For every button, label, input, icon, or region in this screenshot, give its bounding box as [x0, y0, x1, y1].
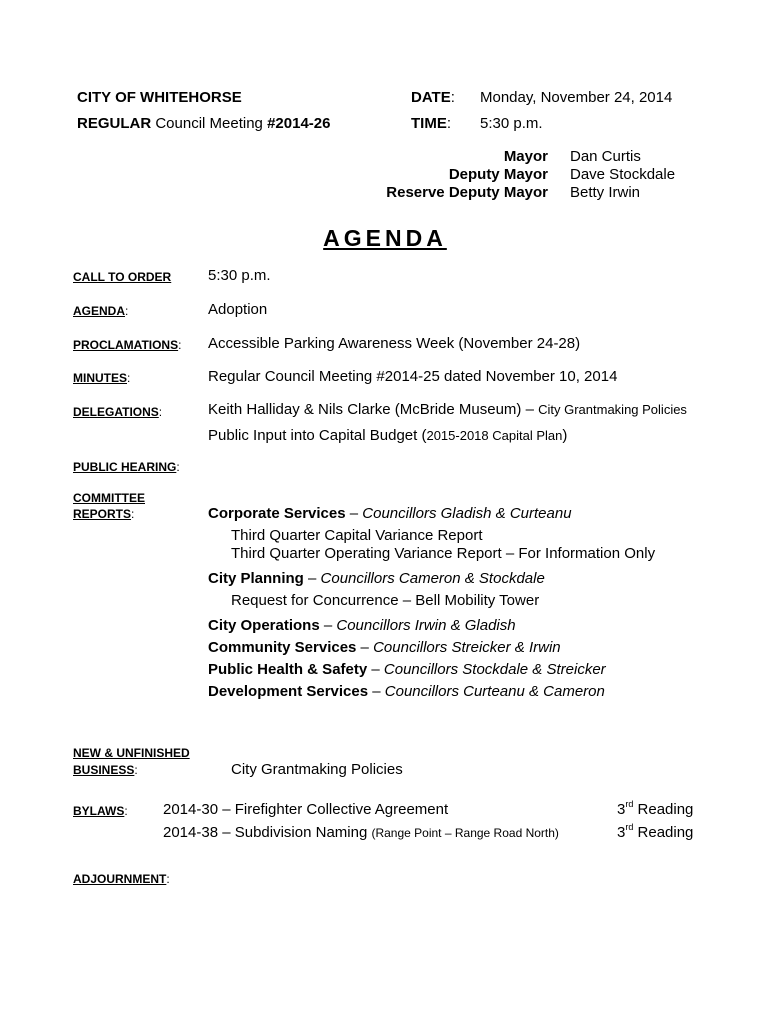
official-role-deputy: Deputy Mayor [448, 166, 548, 183]
proclamations-label-text: PROCLAMATIONS [73, 338, 179, 352]
proclamations-label [73, 338, 181, 352]
date-label [411, 89, 455, 106]
time-colon: : [446, 115, 452, 132]
minutes-label-text: MINUTES [73, 371, 127, 385]
committee-report-item: Third Quarter Capital Variance Report [231, 527, 483, 544]
committee-councillors: Councillors Streicker & Irwin [373, 639, 561, 656]
official-role-reserve: Reserve Deputy Mayor [386, 184, 548, 201]
proclamations-colon: : [178, 338, 182, 352]
bylaws-label [73, 804, 128, 818]
committee-name: Community Services [208, 639, 357, 656]
city-name: CITY OF WHITEHORSE [77, 89, 242, 106]
time-label [411, 115, 451, 132]
official-name-reserve: Betty Irwin [570, 184, 641, 201]
call-to-order-value: 5:30 p.m. [208, 267, 271, 284]
committee-community-services [208, 639, 561, 656]
delegation-item-1-text: Keith Halliday & Nils Clarke (McBride Museum) – [208, 401, 539, 418]
reading-number: 3 [617, 801, 626, 818]
delegation-item-2-topic: 2015-2018 Capital Plan [426, 428, 563, 443]
bylaw-item [163, 824, 559, 841]
delegations-label-text: DELEGATIONS [73, 405, 159, 419]
committee-name: City Operations [208, 617, 320, 634]
minutes-value: Regular Council Meeting #2014-25 dated November 10, 2014 [208, 368, 618, 385]
committee-dash: – [356, 639, 374, 656]
committee-city-planning [208, 570, 545, 587]
committee-colon: : [131, 507, 135, 521]
new-business-value: City Grantmaking Policies [231, 761, 403, 778]
committee-councillors: Councillors Gladish & Curteanu [362, 505, 572, 522]
minutes-label [73, 371, 130, 385]
committee-name: Development Services [208, 683, 369, 700]
official-name-mayor: Dan Curtis [570, 148, 641, 165]
new-business-colon: : [134, 763, 138, 777]
delegations-colon: : [158, 405, 163, 419]
committee-councillors: Councillors Stockdale & Streicker [383, 661, 606, 678]
public-hearing-label-text: PUBLIC HEARING [73, 460, 177, 474]
bylaw-text: 2014-30 – Firefighter Collective Agreement [163, 801, 449, 818]
date-label-text: DATE [411, 89, 451, 106]
page-title: AGENDA [323, 225, 447, 251]
agenda-label-text: AGENDA [73, 304, 126, 318]
delegation-item-1 [208, 401, 687, 418]
call-to-order-label: CALL TO ORDER [73, 270, 172, 284]
reading-number: 3 [617, 824, 626, 841]
bylaws-colon: : [124, 804, 128, 818]
delegation-item-2-text: Public Input into Capital Budget ( [208, 427, 427, 444]
public-hearing-colon: : [176, 460, 180, 474]
committee-name: Corporate Services [208, 505, 346, 522]
meeting-title [77, 115, 330, 132]
bylaw-reading [617, 824, 693, 841]
meeting-number: #2014-26 [267, 115, 331, 132]
reading-word: Reading [633, 824, 694, 841]
delegation-item-1-topic: City Grantmaking Policies [538, 402, 687, 417]
meeting-type: REGULAR [77, 115, 152, 132]
reading-ordinal: rd [625, 822, 634, 832]
committee-label-line1: COMMITTEE [73, 491, 145, 505]
reading-word: Reading [633, 801, 694, 818]
public-hearing-label [73, 460, 180, 474]
bylaw-reading [617, 801, 693, 818]
committee-development-services [208, 683, 605, 700]
new-business-label-line1: NEW & UNFINISHED [73, 746, 190, 760]
committee-dash: – [345, 505, 363, 522]
committee-councillors: Councillors Curteanu & Cameron [384, 683, 605, 700]
committee-dash: – [319, 617, 337, 634]
agenda-colon: : [125, 304, 129, 318]
adjournment-colon: : [166, 872, 170, 886]
committee-report-item: Request for Concurrence – Bell Mobility Tower [231, 592, 540, 609]
date-value: Monday, November 24, 2014 [480, 89, 673, 106]
delegation-item-2-end: ) [562, 427, 568, 444]
adjournment-label [73, 872, 170, 886]
agenda-label [73, 304, 128, 318]
bylaw-text: 2014-38 – Subdivision Naming [163, 824, 372, 841]
bylaws-label-text: BYLAWS [73, 804, 125, 818]
official-name-deputy: Dave Stockdale [570, 166, 676, 183]
committee-dash: – [367, 661, 384, 678]
proclamations-value: Accessible Parking Awareness Week (November 24-28) [208, 335, 581, 352]
meeting-text: Council Meeting [151, 115, 268, 132]
committee-city-operations [208, 617, 516, 634]
committee-label-line2 [73, 507, 134, 521]
committee-name: City Planning [208, 570, 304, 587]
new-business-label-line2 [73, 763, 138, 777]
committee-dash: – [368, 683, 385, 700]
committee-dash: – [303, 570, 321, 587]
bylaw-item [163, 801, 448, 818]
time-label-text: TIME [411, 115, 447, 132]
new-business-label-text: BUSINESS [73, 763, 135, 777]
committee-label-text: REPORTS [73, 507, 132, 521]
committee-councillors: Councillors Cameron & Stockdale [320, 570, 545, 587]
minutes-colon: : [127, 371, 131, 385]
official-role-mayor: Mayor [503, 148, 548, 165]
bylaw-detail: (Range Point – Range Road North) [371, 826, 559, 840]
agenda-value: Adoption [208, 301, 268, 318]
committee-report-item: Third Quarter Operating Variance Report – For Information Only [231, 545, 656, 562]
delegation-item-2 [208, 427, 567, 444]
committee-corporate-services [208, 505, 572, 522]
adjournment-label-text: ADJOURNMENT [73, 872, 167, 886]
committee-councillors: Councillors Irwin & Gladish [336, 617, 516, 634]
committee-name: Public Health & Safety [208, 661, 368, 678]
date-colon: : [450, 89, 455, 106]
time-value: 5:30 p.m. [480, 115, 543, 132]
delegations-label [73, 405, 162, 419]
reading-ordinal: rd [625, 799, 634, 809]
committee-public-health-safety [208, 661, 606, 678]
